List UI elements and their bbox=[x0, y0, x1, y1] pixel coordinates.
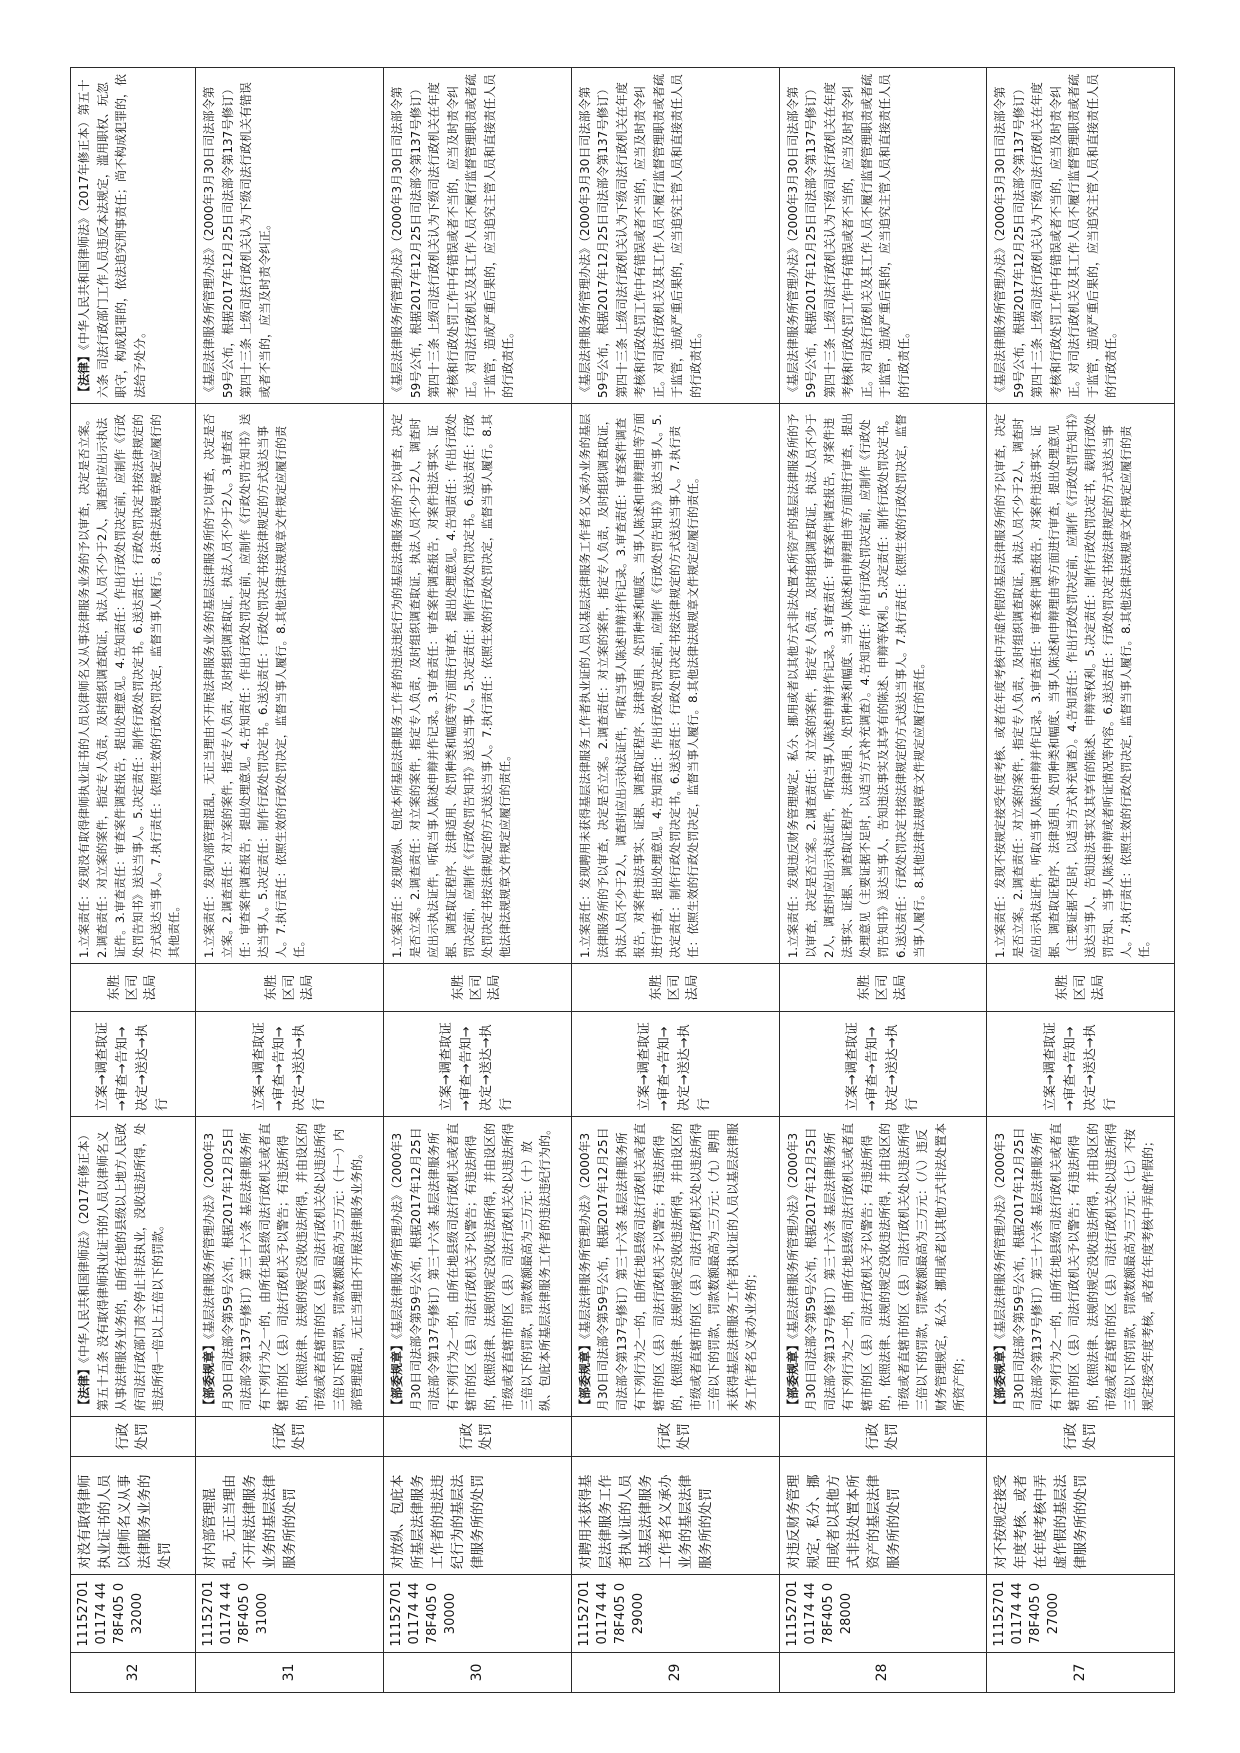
responsible-dept: 东胜区司法局 bbox=[987, 964, 1175, 1012]
responsible-dept: 东胜区司法局 bbox=[779, 964, 987, 1012]
item-name: 对聘用未获得基层法律服务工作者执业证的人员以基层法律服务工作者名义承办业务的基层法律服务所的处罚 bbox=[571, 1457, 779, 1575]
process-flow: 立案→调查取证→审查→告知→决定→送达→执行 bbox=[384, 1012, 572, 1117]
responsibility-items: 1.立案责任：发现内部管理混乱，无正当理由不开展法律服务业务的基层法律服务所的予以审查，决定是否立案。2.调查责任：对立案的案件，指定专人负责，及时组织调查取证，执法人员不少于2人。3.审查责任：审查案件调查报告，提出处理意见。4.告知责任：作出行政处罚决定前，应制作《行政处罚告知书》送达当事人。5.决定责任：制作行政处罚决定书。6.送达责任：行政处罚决定书按法律规定的方式送达当事人。7.执行责任：依照生效的行政处罚决定，监督当事人履行。8.其他法律法规规章文件规定应履行的责任。 bbox=[196, 404, 384, 964]
item-code: 11152701 01174 4478F405 029000 bbox=[571, 1575, 779, 1653]
legal-basis: 【法律】《中华人民共和国律师法》（2017年修正本）第五十五条 没有取得律师执业证书的人员以律师名义从事法律服务业务的，由所在地的县级以上地方人民政府司法行政部门责令停止非法执业，没收违法所得，处违法所得一倍以上五倍以下的罚款。 bbox=[71, 1117, 196, 1417]
responsible-dept: 东胜区司法局 bbox=[571, 964, 779, 1012]
row-number: 30 bbox=[384, 1653, 572, 1693]
legal-basis: 【部委规章】《基层法律服务所管理办法》（2000年3月30日司法部令第59号公布，根据2017年12月25日司法部令第137号修订）第三十六条 基层法律服务所有下列行为之一的，由所在地县级司法行政机关或者直辖市的区（县）司法行政机关予以警告；有违法所得的，依照法律、法规的规定没收违法所得，并由设区的市级或者直辖市的区（县）司法行政机关处以违法所得三倍以下的罚款，罚款数额最高为三万元：（八）违反财务管理规定，私分、挪用或者以其他方式非法处置本所资产的； bbox=[779, 1117, 987, 1417]
table-row bbox=[987, 68, 1175, 1693]
power-list-table bbox=[70, 67, 1175, 1693]
item-code: 11152701 01174 4478F405 028000 bbox=[779, 1575, 987, 1653]
item-type: 行政处罚 bbox=[384, 1417, 572, 1457]
table-row bbox=[779, 68, 987, 1693]
item-type: 行政处罚 bbox=[196, 1417, 384, 1457]
process-flow: 立案→调查取证→审查→告知→决定→送达→执行 bbox=[196, 1012, 384, 1117]
row-number: 29 bbox=[571, 1653, 779, 1693]
accountability-basis: 《基层法律服务所管理办法》（2000年3月30日司法部令第59号公布，根据2017年12月25日司法部令第137号修订）第四十三条 上级司法行政机关认为下级司法行政机关在年度考核和行政处罚工作中有错误或者不当的，应当及时责令纠正。对司法行政机关及其工作人员不履行监督管理职责或者疏于监管，造成严重后果的，应当追究主管人员和直接责任人员的行政责任。 bbox=[987, 68, 1175, 404]
accountability-basis: 《基层法律服务所管理办法》（2000年3月30日司法部令第59号公布，根据2017年12月25日司法部令第137号修订）第四十三条 上级司法行政机关认为下级司法行政机关在年度考核和行政处罚工作中有错误或者不当的，应当及时责令纠正。对司法行政机关及其工作人员不履行监督管理职责或者疏于监管，造成严重后果的，应当追究主管人员和直接责任人员的行政责任。 bbox=[779, 68, 987, 404]
accountability-basis: 《基层法律服务所管理办法》（2000年3月30日司法部令第59号公布，根据2017年12月25日司法部令第137号修订）第四十三条 上级司法行政机关认为下级司法行政机关有错误或者不当的，应当及时责令纠正。 bbox=[196, 68, 384, 404]
legal-basis: 【部委规章】《基层法律服务所管理办法》（2000年3月30日司法部令第59号公布，根据2017年12月25日司法部令第137号修订）第三十六条 基层法律服务所有下列行为之一的，由所在地县级司法行政机关或者直辖市的区（县）司法行政机关予以警告；有违法所得的，依照法律、法规的规定没收违法所得，并由设区的市级或者直辖市的区（县）司法行政机关处以违法所得三倍以下的罚款，罚款数额最高为三万元：（十）放纵、包庇本所基层法律服务工作者的违法违纪行为的。 bbox=[384, 1117, 572, 1417]
accountability-basis: 【法律】《中华人民共和国律师法》（2017年修正本）第五十六条 司法行政部门工作人员违反本法规定，滥用职权、玩忽职守，构成犯罪的，依法追究刑事责任；尚不构成犯罪的，依法给予处分。 bbox=[71, 68, 196, 404]
process-flow: 立案→调查取证→审查→告知→决定→送达→执行 bbox=[779, 1012, 987, 1117]
item-type: 行政处罚 bbox=[779, 1417, 987, 1457]
row-number: 27 bbox=[987, 1653, 1175, 1693]
accountability-basis: 《基层法律服务所管理办法》（2000年3月30日司法部令第59号公布，根据2017年12月25日司法部令第137号修订）第四十三条 上级司法行政机关认为下级司法行政机关在年度考核和行政处罚工作中有错误或者不当的，应当及时责令纠正。对司法行政机关及其工作人员不履行监督管理职责或者疏于监管，造成严重后果的，应当追究主管人员和直接责任人员的行政责任。 bbox=[571, 68, 779, 404]
row-number: 28 bbox=[779, 1653, 987, 1693]
accountability-basis: 《基层法律服务所管理办法》（2000年3月30日司法部令第59号公布，根据2017年12月25日司法部令第137号修订）第四十三条 上级司法行政机关认为下级司法行政机关在年度考核和行政处罚工作中有错误或者不当的，应当及时责令纠正。对司法行政机关及其工作人员不履行监督管理职责或者疏于监管，造成严重后果的，应当追究主管人员和直接责任人员的行政责任。 bbox=[384, 68, 572, 404]
item-type: 行政处罚 bbox=[571, 1417, 779, 1457]
item-name: 对没有取得律师执业证书的人员以律师名义从事法律服务业务的处罚 bbox=[71, 1457, 196, 1575]
row-number: 32 bbox=[71, 1653, 196, 1693]
item-code: 11152701 01174 4478F405 027000 bbox=[987, 1575, 1175, 1653]
responsibility-items: 1.立案责任：发现违反财务管理规定，私分、挪用或者以其他方式非法处置本所资产的基层法律服务所的予以审查，决定是否立案。2.调查责任：对立案的案件，指定专人负责，及时组织调查取证，执法人员不少于2人，调查时应出示执法证件，听取当事人陈述申辩并作记录。3.审查责任：审查案件调查报告，对案件违法事实、证据、调查取证程序、法律适用、处罚种类和幅度、当事人陈述和申辩理由等方面进行审查，提出处理意见（主要证据不足时，以适当方式补充调查）。4.告知责任：作出行政处罚决定前，应制作《行政处罚告知书》送达当事人，告知违法事实及其享有的陈述、申辩等权利。5.决定责任：制作行政处罚决定书。6.送达责任：行政处罚决定书按法律规定的方式送达当事人。7.执行责任：依照生效的行政处罚决定，监督当事人履行。8.其他法律法规规章文件规定应履行的责任。 bbox=[779, 404, 987, 964]
item-type: 行政处罚 bbox=[987, 1417, 1175, 1457]
table-row bbox=[571, 68, 779, 1693]
responsible-dept: 东胜区司法局 bbox=[71, 964, 196, 1012]
responsibility-items: 1.立案责任：发现没有取得律师执业证书的人员以律师名义从事法律服务业务的予以审查，决定是否立案。2.调查责任：对立案的案件，指定专人负责，及时组织调查取证，执法人员不少于2人，调查时应出示执法证件。3.审查责任：审查案件调查报告，提出处理意见。4.告知责任：作出行政处罚决定前，应制作《行政处罚告知书》送达当事人。5.决定责任：制作行政处罚决定书。6.送达责任：行政处罚决定书按法律规定的方式送达当事人。7.执行责任：依照生效的行政处罚决定，监督当事人履行。8.法律法规规章规定应履行的其他责任。 bbox=[71, 404, 196, 964]
item-code: 11152701 01174 4478F405 031000 bbox=[196, 1575, 384, 1653]
item-code: 11152701 01174 4478F405 030000 bbox=[384, 1575, 572, 1653]
responsibility-items: 1.立案责任：发现聘用未获得基层法律服务工作者执业证的人员以基层法律服务工作者名义承办业务的基层法律服务所的予以审查，决定是否立案。2.调查责任：对立案的案件，指定专人负责，及时组织调查取证，执法人员不少于2人，调查时应出示执法证件，听取当事人陈述申辩并作记录。3.审查责任：审查案件调查报告，对案件违法事实、证据、调查取证程序、法律适用、处罚种类和幅度、当事人陈述和申辩理由等方面进行审查，提出处理意见。4.告知责任：作出行政处罚决定前，应制作《行政处罚告知书》送达当事人。5.决定责任：制作行政处罚决定书。6.送达责任：行政处罚决定书按法律规定的方式送达当事人。7.执行责任：依照生效的行政处罚决定，监督当事人履行。8.其他法律法规规章文件规定应履行的责任。 bbox=[571, 404, 779, 964]
table-row bbox=[71, 68, 196, 1693]
responsible-dept: 东胜区司法局 bbox=[196, 964, 384, 1012]
responsibility-items: 1.立案责任：发现放纵、包庇本所基层法律服务工作者的违法违纪行为的基层法律服务所的予以审查，决定是否立案。2.调查责任：对立案的案件，指定专人负责，及时组织调查取证，执法人员不少于2人，调查时应出示执法证件，听取当事人陈述申辩并作记录。3.审查责任：审查案件调查报告，对案件违法事实、证据、调查取证程序、法律适用、处罚种类和幅度等方面进行审查，提出处理意见。4.告知责任：作出行政处罚决定前，应制作《行政处罚告知书》送达当事人。5.决定责任：制作行政处罚决定书。6.送达责任：行政处罚决定书按法律规定的方式送达当事人。7.执行责任：依照生效的行政处罚决定，监督当事人履行。8.其他法律法规规章文件规定应履行的责任。 bbox=[384, 404, 572, 964]
responsible-dept: 东胜区司法局 bbox=[384, 964, 572, 1012]
process-flow: 立案→调查取证→审查→告知→决定→送达→执行 bbox=[571, 1012, 779, 1117]
process-flow: 立案→调查取证→审查→告知→决定→送达→执行 bbox=[71, 1012, 196, 1117]
item-name: 对内部管理混乱，无正当理由不开展法律服务业务的基层法律服务所的处罚 bbox=[196, 1457, 384, 1575]
table-row bbox=[384, 68, 572, 1693]
item-code: 11152701 01174 4478F405 032000 bbox=[71, 1575, 196, 1653]
row-number: 31 bbox=[196, 1653, 384, 1693]
item-type: 行政处罚 bbox=[71, 1417, 196, 1457]
legal-basis: 【部委规章】《基层法律服务所管理办法》（2000年3月30日司法部令第59号公布，根据2017年12月25日司法部令第137号修订）第三十六条 基层法律服务所有下列行为之一的，由所在地县级司法行政机关或者直辖市的区（县）司法行政机关予以警告；有违法所得的，依照法律、法规的规定没收违法所得，并由设区的市级或者直辖市的区（县）司法行政机关处以违法所得三倍以下的罚款，罚款数额最高为三万元：（七）不按规定接受年度考核，或者在年度考核中弄虚作假的； bbox=[987, 1117, 1175, 1417]
legal-basis: 【部委规章】《基层法律服务所管理办法》（2000年3月30日司法部令第59号公布，根据2017年12月25日司法部令第137号修订）第三十六条 基层法律服务所有下列行为之一的，由所在地县级司法行政机关或者直辖市的区（县）司法行政机关予以警告；有违法所得的，依照法律、法规的规定没收违法所得，并由设区的市级或者直辖市的区（县）司法行政机关处以违法所得三倍以下的罚款，罚款数额最高为三万元：（十一）内部管理混乱，无正当理由不开展法律服务业务的。 bbox=[196, 1117, 384, 1417]
item-name: 对违反财务管理规定，私分、挪用或者以其他方式非法处置本所资产的基层法律服务所的处罚 bbox=[779, 1457, 987, 1575]
legal-basis: 【部委规章】《基层法律服务所管理办法》（2000年3月30日司法部令第59号公布，根据2017年12月25日司法部令第137号修订）第三十六条 基层法律服务所有下列行为之一的，由所在地县级司法行政机关或者直辖市的区（县）司法行政机关予以警告；有违法所得的，依照法律、法规的规定没收违法所得，并由设区的市级或者直辖市的区（县）司法行政机关处以违法所得三倍以下的罚款，罚款数额最高为三万元：（九）聘用未获得基层法律服务工作者执业证的人员以基层法律服务工作者名义承办业务的； bbox=[571, 1117, 779, 1417]
table-row bbox=[196, 68, 384, 1693]
item-name: 对不按规定接受年度考核、或者在年度考核中弄虚作假的基层法律服务所的处罚 bbox=[987, 1457, 1175, 1575]
process-flow: 立案→调查取证→审查→告知→决定→送达→执行 bbox=[987, 1012, 1175, 1117]
item-name: 对放纵、包庇本所基层法律服务工作者的违法违纪行为的基层法律服务所的处罚 bbox=[384, 1457, 572, 1575]
responsibility-items: 1.立案责任：发现不按规定接受年度考核、或者在年度考核中弄虚作假的基层法律服务所的予以审查，决定是否立案。2.调查责任：对立案的案件，指定专人负责，及时组织调查取证，执法人员不少于2人，调查时应出示执法证件，听取当事人陈述申辩并作记录。3.审查责任：审查案件调查报告，对案件违法事实、证据、调查取证程序、法律适用、处罚种类和幅度、当事人陈述和申辩理由等方面进行审查，提出处理意见（主要证据不足时，以适当方式补充调查）。4.告知责任：作出行政处罚决定前，应制作《行政处罚告知书》送达当事人，告知违法事实及其享有的陈述、申辩等权利。5.决定责任：制作行政处罚决定书，载明行政处罚告知、当事人陈述申辩或者听证情况等内容。6.送达责任：行政处罚决定书按法律规定的方式送达当事人。7.执行责任：依照生效的行政处罚决定，监督当事人履行。8.其他法律法规规章文件规定应履行的责任。 bbox=[987, 404, 1175, 964]
